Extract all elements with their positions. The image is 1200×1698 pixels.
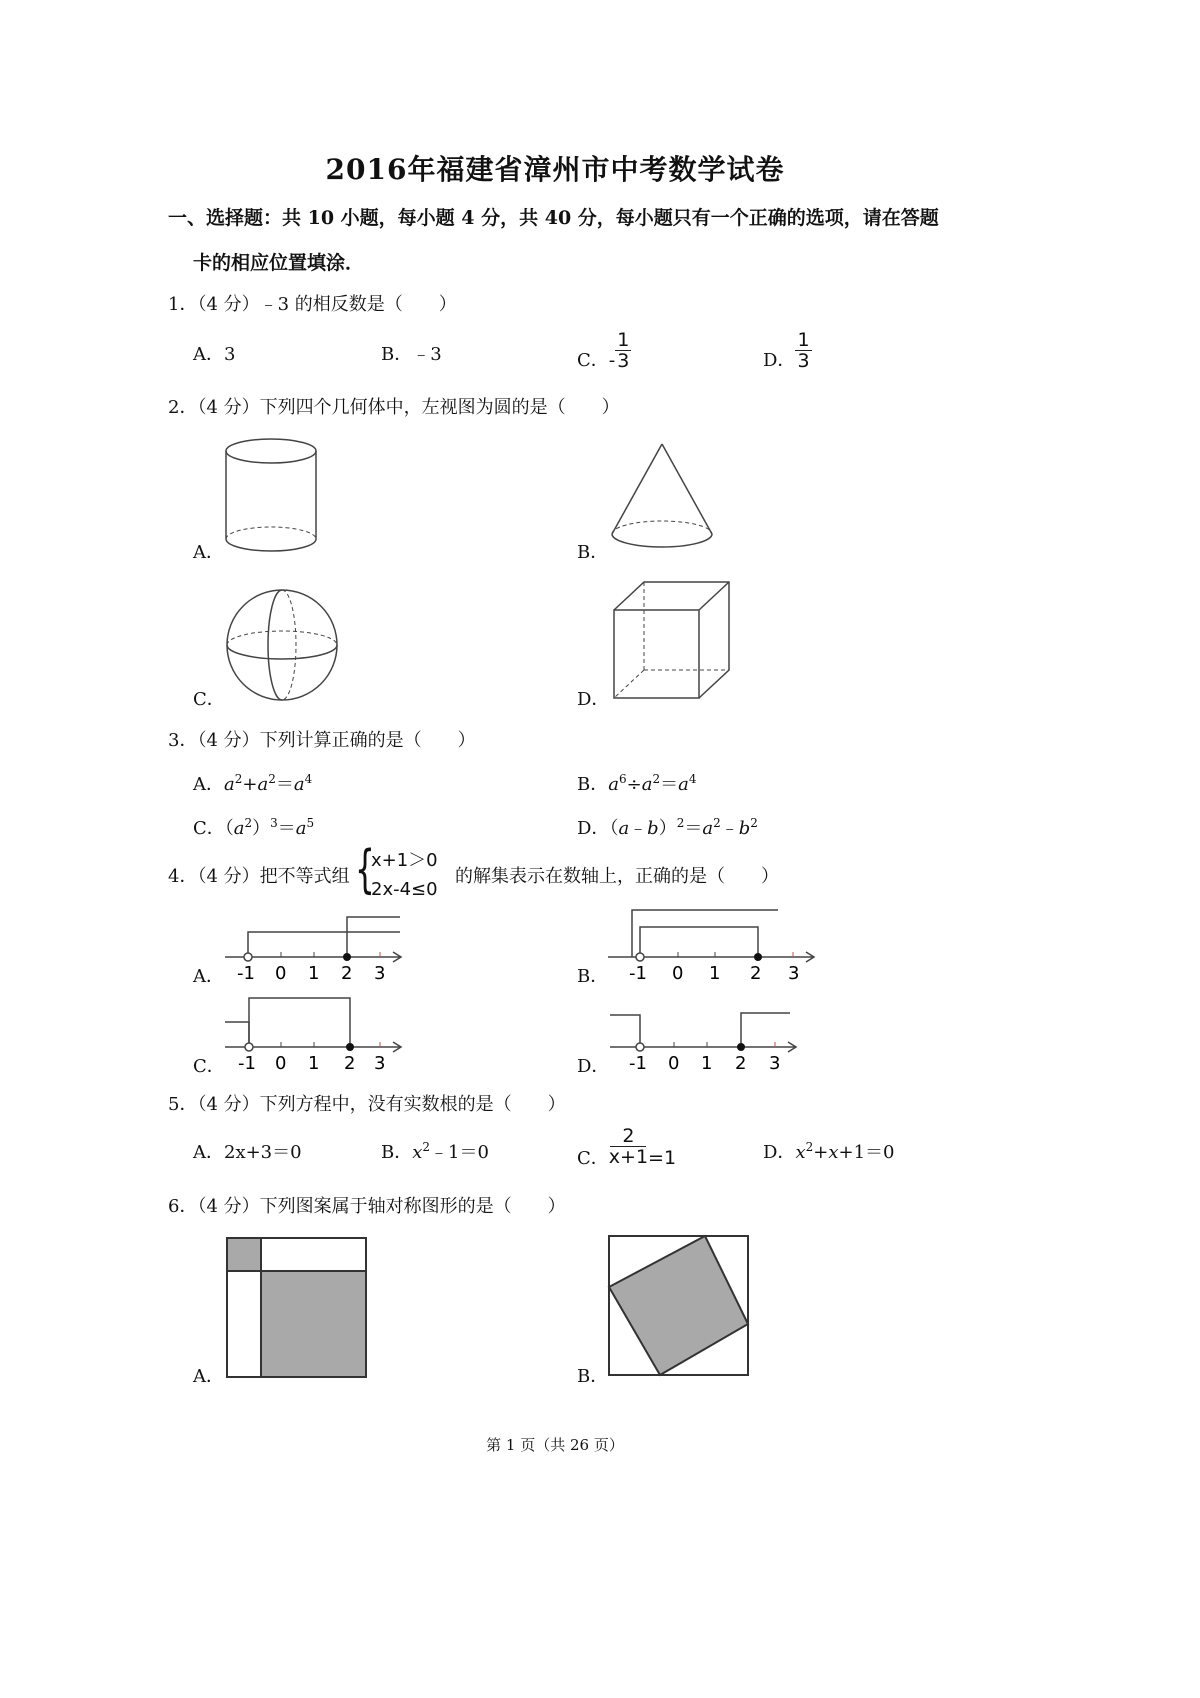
tick-label: 1	[308, 1053, 320, 1074]
inequality-2: 2x-4≤0	[371, 879, 438, 900]
q2-option-d-label: D．	[577, 689, 610, 710]
q5-option-d: D．$x^2+x+1=0$	[763, 1140, 895, 1163]
tick-label: 2	[344, 1053, 356, 1074]
tick-label: -1	[238, 1053, 256, 1074]
q2-option-b-label: B．	[577, 542, 609, 563]
q5-option-d-label: D．	[763, 1142, 796, 1163]
q3-option-c: C．$(a^2)^3=a^5$	[193, 816, 315, 839]
q1-option-d-label: D．	[763, 349, 796, 371]
section-header-line1: 一、选择题：共 10 小题，每小题 4 分，共 40 分，每小题只有一个正确的选项，请在答题	[168, 207, 939, 229]
q5-option-b-label: B．	[381, 1142, 413, 1163]
tick-label: 0	[275, 963, 287, 984]
cone-figure	[610, 442, 720, 554]
tick-label: -1	[629, 963, 647, 984]
q1-c-denominator: 3	[617, 350, 630, 372]
q5-option-b: B．$x^2﹣1=0$	[381, 1140, 489, 1163]
q2-option-a-label: A．	[193, 542, 224, 563]
inequality-brace: {	[355, 840, 375, 900]
q1-option-c-label: C．	[577, 349, 609, 371]
q3-option-a: A．$a^2+a^2=a^4$	[193, 772, 313, 795]
question-3-stem: 3．（4 分）下列计算正确的是（ ）	[168, 730, 476, 751]
q4-option-c-label: C．	[193, 1056, 225, 1077]
number-line-d	[610, 1010, 805, 1072]
section-header-line2: 卡的相应位置填涂．	[193, 252, 365, 274]
q4-option-d-label: D．	[577, 1056, 610, 1077]
inequality-1: x+1＞0	[371, 850, 438, 871]
number-line-c	[225, 995, 410, 1072]
q2-option-c-label: C．	[193, 689, 225, 710]
tick-label: 1	[308, 963, 320, 984]
number-line-a	[225, 912, 410, 982]
tick-label: 3	[374, 963, 386, 984]
question-6-stem: 6．（4 分）下列图案属于轴对称图形的是（ ）	[168, 1196, 566, 1217]
tick-label: 0	[275, 1053, 287, 1074]
tick-label: 0	[672, 963, 684, 984]
q5-option-c	[577, 1126, 676, 1167]
tick-label: 0	[668, 1053, 680, 1074]
q1-c-numerator: 1	[617, 329, 630, 351]
question-4-stem-post: 的解集表示在数轴上，正确的是（ ）	[455, 866, 779, 887]
q1-option-c-fraction	[615, 330, 631, 371]
tick-label: -1	[237, 963, 255, 984]
question-4-stem-pre: 4．（4 分）把不等式组	[168, 866, 350, 887]
tick-label: -1	[629, 1053, 647, 1074]
q3-option-d-label: D．	[577, 818, 610, 839]
page-title: 2016年福建省漳州市中考数学试卷	[325, 153, 785, 186]
q4-option-a-label: A．	[193, 966, 224, 987]
q1-option-c-sign: -	[608, 349, 616, 371]
q1-option-a: A．3	[193, 344, 236, 365]
tick-label: 2	[735, 1053, 747, 1074]
q5-option-c-label: C．	[577, 1147, 609, 1169]
question-5-stem: 5．（4 分）下列方程中，没有实数根的是（ ）	[168, 1094, 566, 1115]
q1-d-denominator: 3	[797, 350, 810, 372]
q3-option-a-label: A．	[193, 774, 224, 795]
tick-label: 1	[709, 963, 721, 984]
cube-figure	[612, 580, 732, 705]
question-1-stem: 1．（4 分）﹣3 的相反数是（ ）	[168, 294, 457, 315]
q5-c-denominator: x+1	[608, 1146, 649, 1168]
pattern-a-figure	[226, 1237, 368, 1379]
q3-option-b-label: B．	[577, 774, 609, 795]
tick-label: 3	[769, 1053, 781, 1074]
pattern-b-figure	[608, 1235, 750, 1377]
q3-option-d: D．$(a﹣b)^2=a^2﹣b^2$	[577, 816, 758, 839]
page-footer: 第 1 页（共 26 页）	[486, 1436, 624, 1454]
tick-label: 3	[788, 963, 800, 984]
q5-option-a: A．2x+3＝0	[193, 1142, 302, 1163]
q5-c-numerator: 2	[610, 1126, 646, 1147]
tick-label: 2	[750, 963, 762, 984]
tick-label: 3	[374, 1053, 386, 1074]
q3-option-c-label: C．	[193, 818, 225, 839]
number-line-b	[608, 905, 823, 982]
q1-option-c	[577, 330, 631, 371]
tick-label: 2	[341, 963, 353, 984]
q1-option-b: B．﹣3	[381, 344, 442, 365]
q1-option-d	[763, 330, 812, 371]
tick-label: 1	[701, 1053, 713, 1074]
q3-option-b: B．$a^6\div a^2=a^4$	[577, 772, 697, 795]
cylinder-figure	[225, 437, 325, 557]
q6-option-b-label: B．	[577, 1366, 609, 1387]
q5-option-c-fraction	[609, 1126, 648, 1167]
question-2-stem: 2．（4 分）下列四个几何体中，左视图为圆的是（ ）	[168, 397, 620, 418]
q1-option-d-fraction	[795, 330, 811, 371]
q1-d-numerator: 1	[797, 329, 810, 351]
q4-option-b-label: B．	[577, 966, 609, 987]
q6-option-a-label: A．	[193, 1366, 224, 1387]
q5-c-rhs: =1	[648, 1146, 677, 1169]
sphere-figure	[225, 590, 345, 705]
